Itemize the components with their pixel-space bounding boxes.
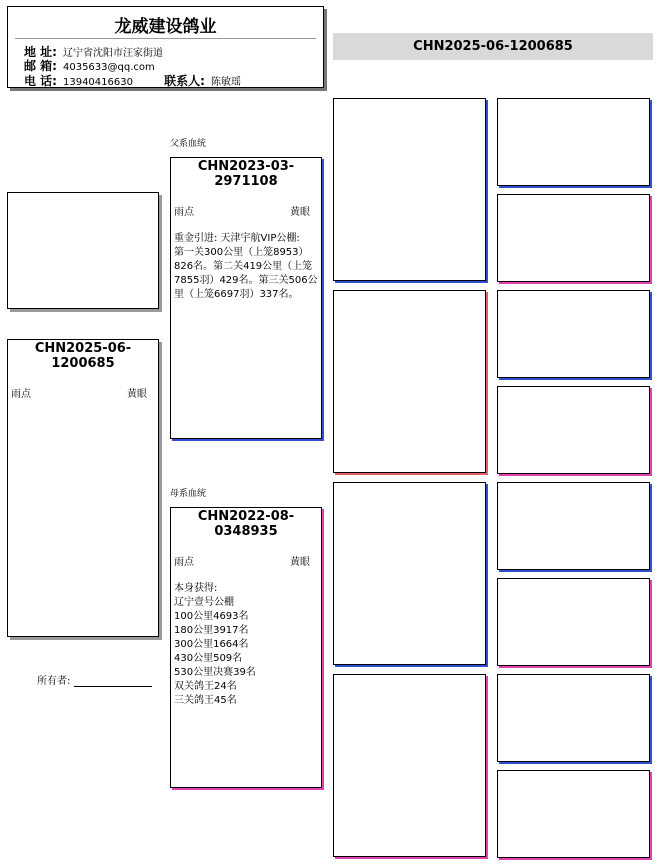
- phone-row: [24, 72, 241, 89]
- great-grandparent-box-8: [497, 770, 650, 858]
- dam-attributes: [171, 553, 321, 568]
- subject-card: [7, 339, 159, 637]
- dam-ring-number: CHN2022-08-0348935: [197, 509, 295, 539]
- great-grandparent-box-1: [497, 98, 650, 186]
- address-label: 地 址:: [24, 45, 57, 59]
- phone-label: 电 话:: [24, 74, 57, 88]
- dam-eye: 黄眼: [290, 557, 310, 568]
- subject-eye: 黄眼: [127, 389, 147, 400]
- subject-attributes: [8, 385, 158, 400]
- header-divider: [15, 38, 316, 39]
- sire-attributes: [171, 203, 321, 218]
- breeder-header-card: [7, 6, 324, 88]
- paternal-granddam-box: [333, 290, 486, 473]
- great-grandparent-box-2: [497, 194, 650, 282]
- sire-color: 雨点: [174, 207, 194, 218]
- owner-label: 所有者:: [37, 676, 71, 687]
- maternal-granddam-box: [333, 674, 486, 857]
- great-grandparent-box-3: [497, 290, 650, 378]
- phone-value: 13940416630: [62, 77, 133, 88]
- great-grandparent-box-4: [497, 386, 650, 474]
- dam-description: 本身获得: 辽宁壹号公棚 100公里4693名 180公里3917名 300公里1664名 430公里509名 530公里决赛39名 双关鸽王24名 三关鸽王45名: [174, 583, 256, 706]
- sire-eye: 黄眼: [290, 207, 310, 218]
- email-label: 邮 箱:: [24, 59, 57, 73]
- email-value: 4035633@qq.com: [62, 62, 155, 73]
- paternal-grandsire-box: [333, 98, 486, 281]
- pigeon-photo-frame: [7, 192, 159, 309]
- great-grandparent-box-6: [497, 578, 650, 666]
- great-grandparent-box-7: [497, 674, 650, 762]
- sire-description: 重金引进: 天津宇航VIP公棚: 第一关300公里（上笼8953） 826名。第二关419公里（上笼 7855羽）429名。第三关506公 里（上笼6697羽）337名。: [174, 233, 318, 300]
- address-value: 辽宁省沈阳市汪家街道: [62, 48, 163, 59]
- ring-number-band: CHN2025-06-1200685: [333, 33, 653, 60]
- owner-signature-line: [74, 676, 152, 687]
- dam-color: 雨点: [174, 557, 194, 568]
- subject-ring-number: CHN2025-06-1200685: [34, 341, 132, 371]
- contact-value: 陈敏瑶: [210, 77, 241, 88]
- great-grandparent-box-5: [497, 482, 650, 570]
- breeder-name: 龙威建设鸽业: [114, 17, 217, 37]
- owner-field: [37, 672, 152, 687]
- subject-color: 雨点: [11, 389, 31, 400]
- maternal-grandsire-box: [333, 482, 486, 665]
- dam-section-label: 母系血统: [170, 489, 207, 499]
- sire-section-label: 父系血统: [170, 139, 207, 149]
- sire-ring-number: CHN2023-03-2971108: [197, 159, 295, 189]
- sire-card: [170, 157, 322, 439]
- contact-label: 联系人:: [164, 74, 205, 88]
- dam-card: [170, 507, 322, 788]
